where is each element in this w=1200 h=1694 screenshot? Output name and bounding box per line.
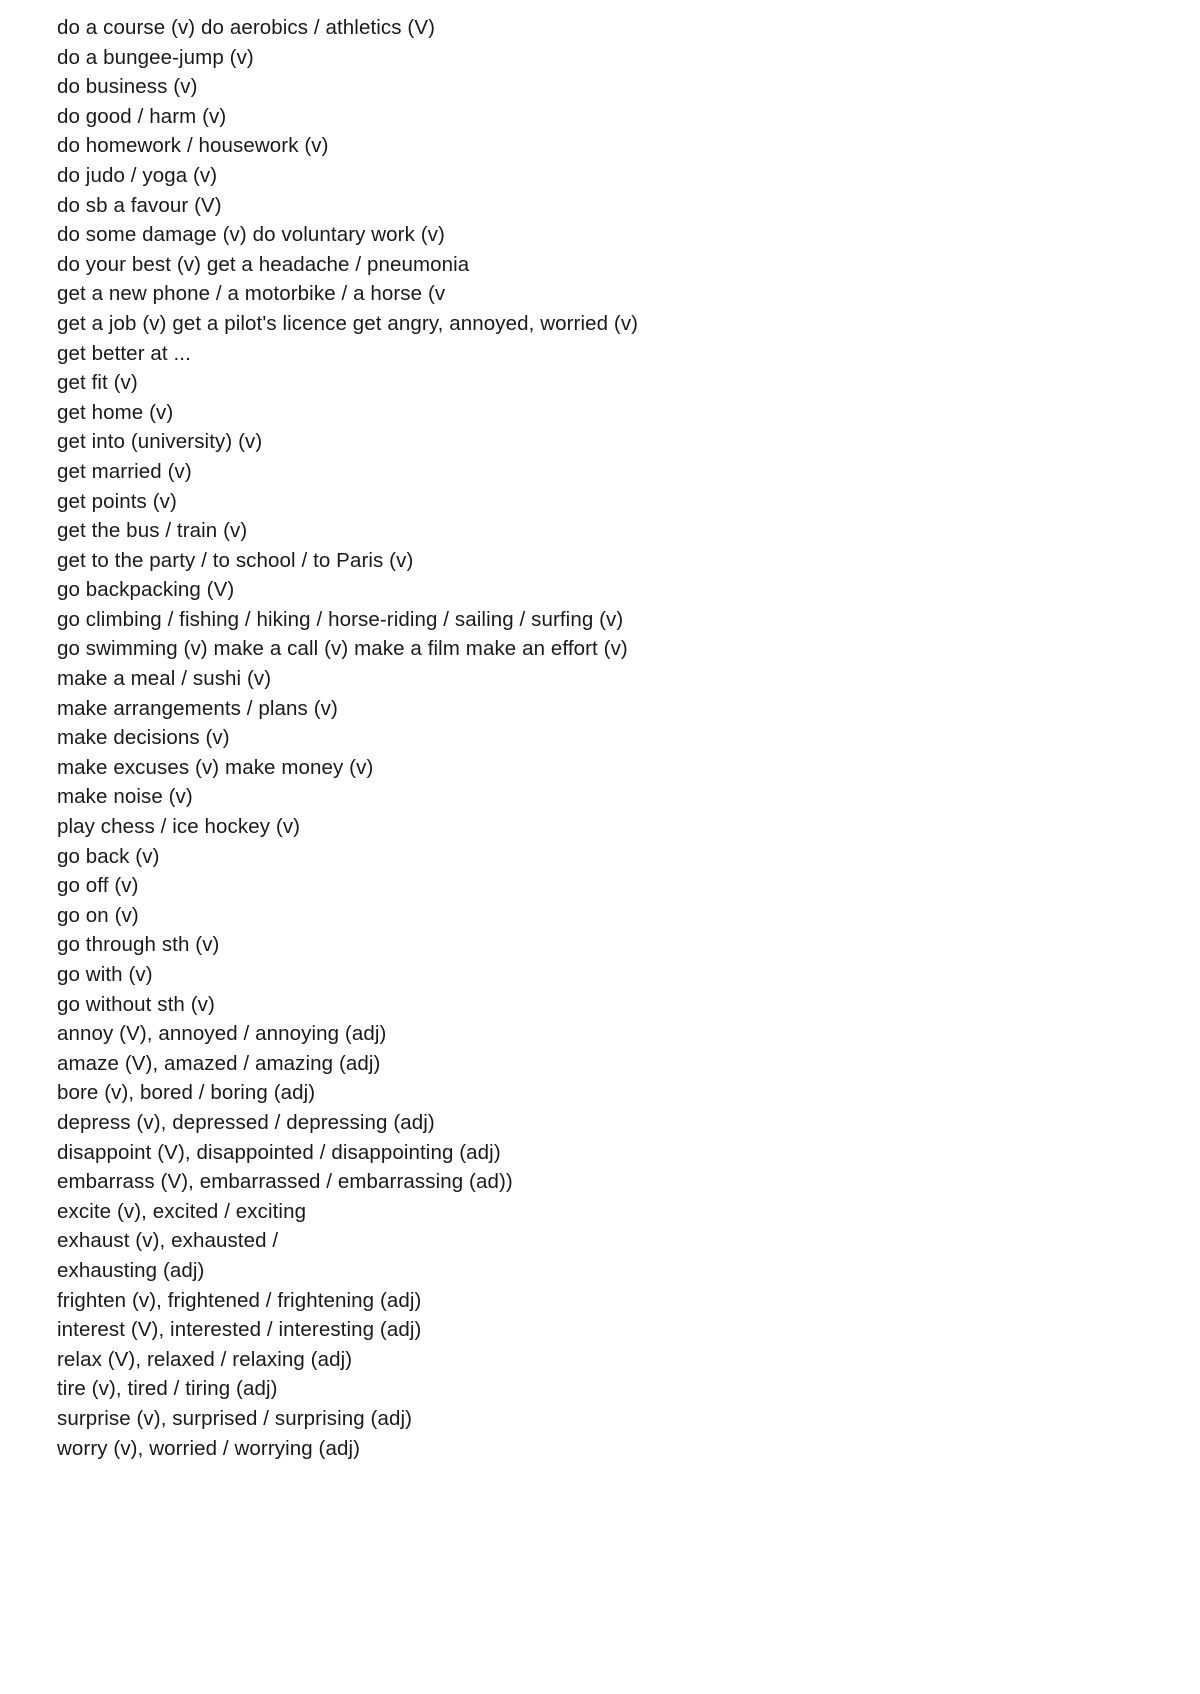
vocabulary-line: do a course (v) do aerobics / athletics (V) [57,16,436,39]
vocabulary-line: get the bus / train (v) [57,519,248,543]
vocabulary-line: get better at ... [57,341,191,365]
vocabulary-line: annoy (V), annoyed / annoying (adj) [57,1022,387,1046]
vocabulary-line: worry (v), worried / worrying (adj) [57,1436,361,1460]
vocabulary-line: get a job (v) get a pilot's licence get angry, annoyed, worried (v) [57,311,639,335]
vocabulary-line: go backpacking (V) [57,578,235,602]
vocabulary-line: make a meal / sushi (v) [57,667,272,691]
vocabulary-line: go on (v) [57,903,139,927]
vocabulary-line: do business (v) [57,75,198,99]
vocabulary-line: surprise (v), surprised / surprising (adj) [57,1406,413,1430]
vocabulary-line: do judo / yoga (v) [57,163,218,187]
vocabulary-line: make arrangements / plans (v) [57,696,338,720]
vocabulary-line: exhausting (adj) [57,1258,205,1282]
vocabulary-line: make excuses (v) make money (v) [57,755,374,779]
vocabulary-line: embarrass (V), embarrassed / embarrassing (ad)) [57,1170,513,1194]
vocabulary-line: bore (v), bored / boring (adj) [57,1081,316,1105]
vocabulary-line: go back (v) [57,844,160,868]
vocabulary-line: exhaust (v), exhausted / [57,1229,279,1253]
vocabulary-line: amaze (V), amazed / amazing (adj) [57,1051,381,1075]
vocabulary-line: make noise (v) [57,785,193,809]
vocabulary-line: do some damage (v) do voluntary work (v) [57,223,445,247]
vocabulary-line: go without sth (v) [57,992,215,1016]
vocabulary-line: interest (V), interested / interesting (adj) [57,1318,422,1342]
vocabulary-line: do sb a favour (V) [57,193,222,217]
vocabulary-line: do a bungee-jump (v) [57,45,254,69]
vocabulary-line: depress (v), depressed / depressing (adj) [57,1110,435,1134]
vocabulary-list [57,13,638,1463]
vocabulary-line: get points (v) [57,489,177,513]
vocabulary-line: get into (university) (v) [57,430,263,454]
vocabulary-line: do your best (v) get a headache / pneumonia [57,252,470,276]
vocabulary-line: relax (V), relaxed / relaxing (adj) [57,1347,353,1371]
vocabulary-line: tire (v), tired / tiring (adj) [57,1377,278,1401]
vocabulary-line: make decisions (v) [57,726,230,750]
vocabulary-line: play chess / ice hockey (v) [57,815,301,839]
vocabulary-line: get home (v) [57,400,174,424]
vocabulary-line: go climbing / fishing / hiking / horse-riding / sailing / surfing (v) [57,607,624,631]
vocabulary-line: do good / harm (v) [57,104,227,128]
vocabulary-line: get fit (v) [57,371,138,395]
vocabulary-line: go swimming (v) make a call (v) make a film make an effort (v) [57,637,628,661]
vocabulary-line: disappoint (V), disappointed / disappointing (adj) [57,1140,501,1164]
vocabulary-line: go with (v) [57,963,153,986]
vocabulary-line: go through sth (v) [57,933,220,957]
vocabulary-line: get a new phone / a motorbike / a horse (v [57,282,446,306]
vocabulary-line: do homework / housework (v) [57,134,329,158]
vocabulary-line: frighten (v), frightened / frightening (adj) [57,1288,422,1312]
vocabulary-line: excite (v), excited / exciting [57,1199,307,1223]
vocabulary-line: get to the party / to school / to Paris (v) [57,548,414,572]
vocabulary-line: get married (v) [57,459,192,483]
vocabulary-line: go off (v) [57,874,139,898]
